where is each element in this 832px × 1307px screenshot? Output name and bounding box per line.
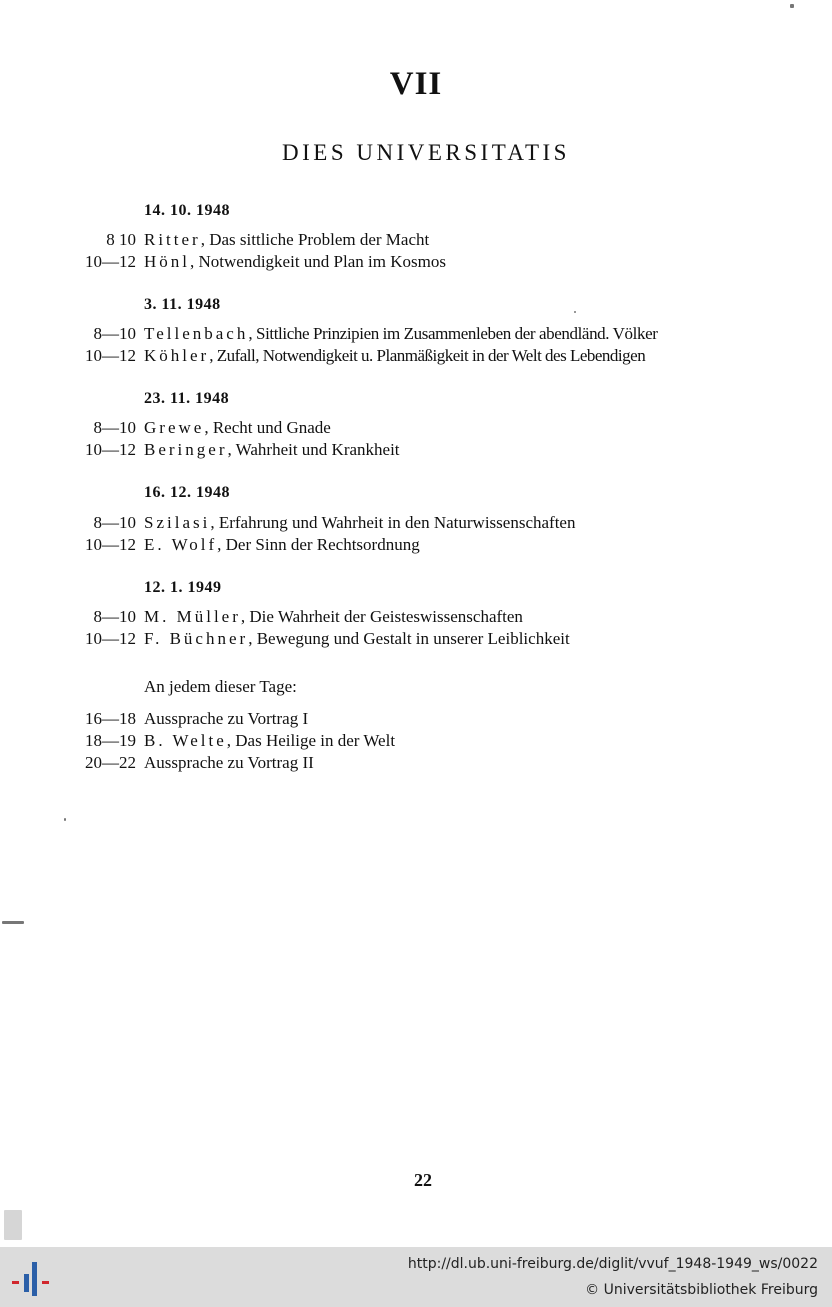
- scan-speck: [574, 311, 576, 313]
- talk-time: 8—10: [93, 324, 136, 343]
- talk-speaker: Hönl: [144, 252, 190, 271]
- scan-speck: [4, 1210, 22, 1240]
- talk-title: , Zufall, Notwendigkeit u. Planmäßigkeit in der Welt des Lebendigen: [209, 346, 646, 365]
- copyright-text: © Universitätsbibliothek Freiburg: [585, 1282, 818, 1298]
- talk-title: , Das Heilige in der Welt: [226, 731, 396, 750]
- talk-title: , Der Sinn der Rechtsordnung: [217, 535, 420, 554]
- talk-time: 10—12: [85, 440, 136, 459]
- session-date: 16. 12. 1948: [144, 484, 230, 501]
- talk-speaker: Szilasi: [144, 513, 211, 532]
- talk-speaker: E. Wolf: [144, 535, 218, 554]
- session-date: 23. 11. 1948: [144, 390, 230, 407]
- talk-title: Aussprache zu Vortrag II: [144, 753, 314, 772]
- talk-time: 8—10: [93, 607, 136, 626]
- scan-speck: [64, 818, 66, 821]
- page-number: 22: [414, 1170, 432, 1190]
- talk-title: , Bewegung und Gestalt in unserer Leiblichkeit: [248, 629, 570, 648]
- talk-speaker: Ritter: [144, 230, 201, 249]
- talk-time: 10—12: [85, 629, 136, 648]
- talk-speaker: Köhler: [144, 346, 210, 365]
- talk-time: 10—12: [85, 535, 136, 554]
- talk-title: , Sittliche Prinzipien im Zusammenleben der abendländ. Völker: [248, 324, 658, 343]
- talk-speaker: Tellenbach: [144, 324, 249, 343]
- session-date: 14. 10. 1948: [144, 202, 230, 219]
- talk-time: 8—10: [93, 418, 136, 437]
- talk-time: 10—12: [85, 346, 136, 365]
- talk-time: 8—10: [93, 513, 136, 532]
- talk-speaker: B. Welte: [144, 731, 227, 750]
- talk-title: Aussprache zu Vortrag I: [144, 709, 309, 728]
- talk-speaker: Grewe: [144, 418, 205, 437]
- talk-time: 10—12: [85, 252, 136, 271]
- session-date: 12. 1. 1949: [144, 579, 222, 596]
- talk-title: , Das sittliche Problem der Macht: [200, 230, 430, 249]
- document-url-link[interactable]: http://dl.ub.uni-freiburg.de/diglit/vvuf_1948-1949_ws/0022: [407, 1256, 818, 1272]
- talk-speaker: Beringer: [144, 440, 228, 459]
- chapter-number: VII: [389, 66, 443, 102]
- talk-time: 16—18: [85, 709, 136, 728]
- daily-intro: An jedem dieser Tage:: [144, 677, 297, 696]
- scan-speck: [790, 4, 794, 8]
- talk-speaker: F. Büchner: [144, 629, 249, 648]
- talk-title: , Recht und Gnade: [204, 418, 331, 437]
- talk-time: 18—19: [85, 731, 136, 750]
- talk-title: , Wahrheit und Krankheit: [227, 440, 400, 459]
- library-logo-icon: [10, 1260, 54, 1298]
- scan-speck: [2, 921, 24, 924]
- talk-time: 8 10: [106, 230, 136, 249]
- session-date: 3. 11. 1948: [144, 296, 221, 313]
- talk-title: , Notwendigkeit und Plan im Kosmos: [190, 252, 446, 271]
- talk-title: , Erfahrung und Wahrheit in den Naturwissenschaften: [210, 513, 576, 532]
- page-heading: DIES UNIVERSITATIS: [282, 140, 570, 165]
- talk-title: , Die Wahrheit der Geisteswissenschaften: [240, 607, 523, 626]
- viewer-footer: [0, 1247, 832, 1307]
- talk-speaker: M. Müller: [144, 607, 241, 626]
- talk-time: 20—22: [85, 753, 136, 772]
